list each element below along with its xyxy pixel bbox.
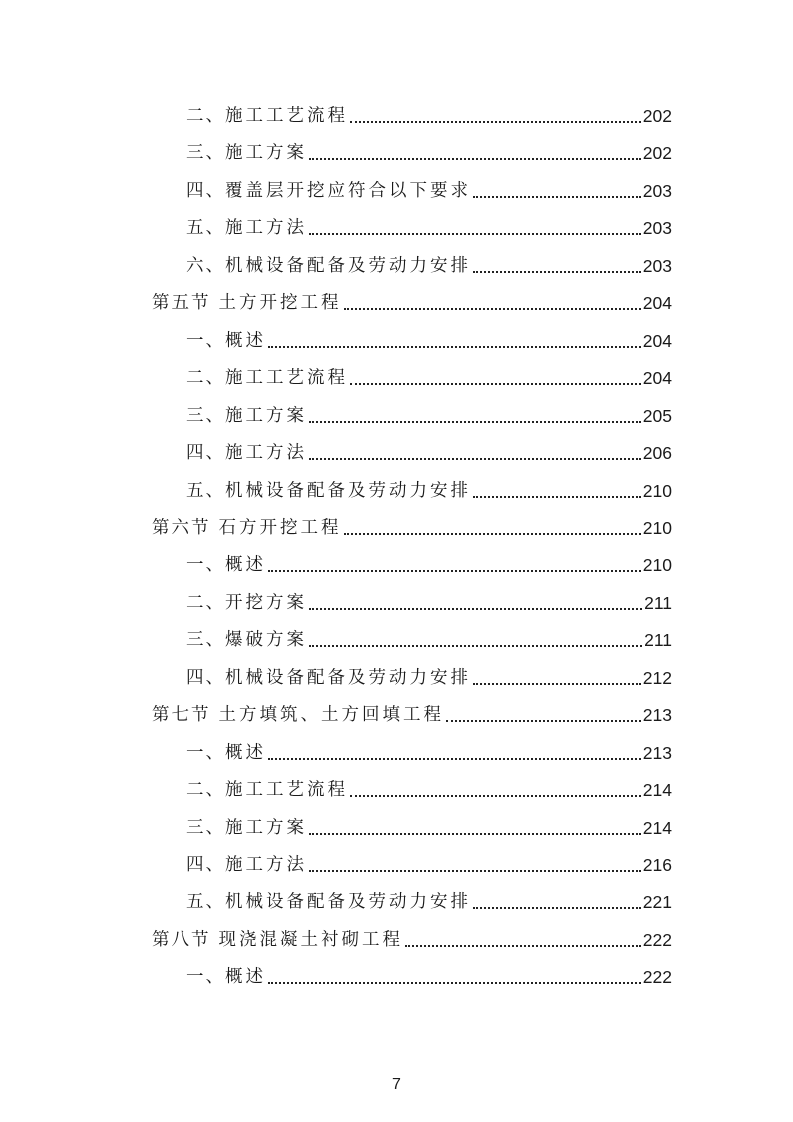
dot-leader [446,700,641,730]
toc-entry-number: 第七节 [152,705,211,726]
toc-entry-page: 214 [642,817,672,838]
toc-entry-page: 210 [642,480,672,501]
toc-entry-title: 土方填筑、土方回填工程 [218,705,444,726]
toc-entry-number: 第六节 [152,517,211,538]
toc-entry-number: 六、 [186,255,225,276]
toc-entry-number: 五、 [186,892,225,913]
toc-entry-page: 221 [642,892,672,913]
toc-entry-title: 机械设备配备及劳动力安排 [225,480,471,501]
toc-subsection-entry[interactable] [186,213,672,243]
toc-entry-title: 机械设备配备及劳动力安排 [225,667,471,688]
toc-entry-title: 开挖方案 [225,592,307,613]
toc-entry-title: 施工方案 [225,817,307,838]
toc-entry-page: 202 [642,143,672,164]
toc-entry-page: 203 [642,255,672,276]
toc-entry-title: 土方开挖工程 [218,293,342,314]
dot-leader [309,850,641,880]
toc-entry-page: 210 [642,517,672,538]
toc-entry-title: 机械设备配备及劳动力安排 [225,892,471,913]
toc-entry-title: 现浇混凝土衬砌工程 [218,929,403,950]
toc-entry-page: 211 [644,630,672,651]
toc-subsection-entry[interactable] [186,887,672,917]
toc-section-entry[interactable] [152,288,672,318]
toc-entry-title: 概述 [225,742,266,763]
toc-entry-page: 204 [642,330,672,351]
toc-section-entry[interactable] [152,925,672,955]
toc-entry-number: 二、 [186,106,225,126]
toc-entry-title: 施工方案 [225,143,307,164]
toc-subsection-entry[interactable] [186,550,672,580]
toc-subsection-entry[interactable] [186,663,672,693]
toc-entry-page: 222 [642,967,672,988]
toc-subsection-entry[interactable] [186,401,672,431]
toc-entry-title: 机械设备配备及劳动力安排 [225,255,471,276]
dot-leader [309,813,641,843]
dot-leader [309,438,641,468]
toc-subsection-entry[interactable] [186,850,672,880]
toc-entry-title: 概述 [225,555,266,576]
toc-entry-title: 施工工艺流程 [225,780,348,801]
toc-entry-page: 212 [642,667,672,688]
toc-entry-page: 214 [642,780,672,801]
dot-leader [268,962,641,992]
toc-entry-page: 203 [642,180,672,201]
dot-leader [473,663,641,693]
dot-leader [473,251,641,281]
toc-subsection-entry[interactable] [186,363,672,393]
toc-entry-title: 施工方法 [225,855,307,875]
dot-leader [268,738,641,768]
toc-entry-page: 222 [642,929,672,950]
toc-entry-number: 三、 [186,143,225,164]
toc-section-entry[interactable] [152,700,672,730]
toc-entry-page: 213 [642,742,672,763]
toc-subsection-entry[interactable] [186,813,672,843]
toc-entry-number: 一、 [186,967,225,988]
toc-subsection-entry[interactable] [186,101,672,131]
toc-subsection-entry[interactable] [186,176,672,206]
toc-entry-number: 一、 [186,742,225,763]
toc-entry-title: 施工工艺流程 [225,368,348,389]
dot-leader [473,476,641,506]
dot-leader [268,326,641,356]
toc-entry-number: 四、 [186,180,225,201]
toc-entry-page: 204 [642,293,672,314]
toc-entry-page: 202 [642,106,672,126]
page-number: 7 [392,1076,401,1093]
toc-entry-page: 213 [642,705,672,726]
toc-entry-page: 203 [642,218,672,239]
dot-leader [405,925,641,955]
toc-subsection-entry[interactable] [186,625,672,655]
toc-entry-page: 205 [642,405,672,426]
toc-entry-title: 施工方法 [225,218,307,239]
toc-entry-title: 爆破方案 [225,630,307,651]
toc-entry-number: 四、 [186,855,225,875]
toc-entry-page: 216 [642,855,672,875]
toc-subsection-entry[interactable] [186,138,672,168]
toc-section-entry[interactable] [152,513,672,543]
dot-leader [473,887,641,917]
toc-entry-page: 206 [642,443,672,464]
toc-subsection-entry[interactable] [186,588,672,618]
toc-entry-title: 概述 [225,967,266,988]
toc-subsection-entry[interactable] [186,738,672,768]
toc-entry-title: 施工工艺流程 [225,106,348,126]
dot-leader [350,101,641,131]
toc-subsection-entry[interactable] [186,962,672,992]
toc-entry-page: 210 [642,555,672,576]
toc-entry-title: 石方开挖工程 [218,517,342,538]
dot-leader [309,401,641,431]
toc-subsection-entry[interactable] [186,438,672,468]
toc-entry-number: 一、 [186,330,225,351]
toc-entry-number: 第八节 [152,929,211,950]
toc-entry-title: 概述 [225,330,266,351]
toc-entry-number: 一、 [186,555,225,576]
dot-leader [309,213,641,243]
toc-entry-number: 四、 [186,667,225,688]
toc-entry-number: 二、 [186,592,225,613]
toc-entry-number: 四、 [186,443,225,464]
toc-entry-number: 三、 [186,630,225,651]
toc-entry-number: 二、 [186,368,225,389]
dot-leader [309,625,642,655]
toc-entry-number: 三、 [186,405,225,426]
dot-leader [473,176,641,206]
toc-entry-number: 五、 [186,218,225,239]
dot-leader [344,513,641,543]
toc-entry-number: 五、 [186,480,225,501]
toc-entry-number: 三、 [186,817,225,838]
toc-entry-title: 施工方案 [225,405,307,426]
toc-entry-title: 覆盖层开挖应符合以下要求 [225,180,471,201]
toc-subsection-entry[interactable] [186,476,672,506]
dot-leader [350,363,641,393]
dot-leader [344,288,641,318]
toc-entry-page: 204 [642,368,672,389]
toc-entry-page: 211 [644,592,672,613]
toc-entry-title: 施工方法 [225,443,307,464]
toc-subsection-entry[interactable] [186,251,672,281]
toc-entry-number: 二、 [186,780,225,801]
toc-subsection-entry[interactable] [186,326,672,356]
dot-leader [350,775,641,805]
toc-entry-number: 第五节 [152,293,211,314]
dot-leader [268,550,641,580]
dot-leader [309,138,641,168]
toc-subsection-entry[interactable] [186,775,672,805]
dot-leader [309,588,642,618]
